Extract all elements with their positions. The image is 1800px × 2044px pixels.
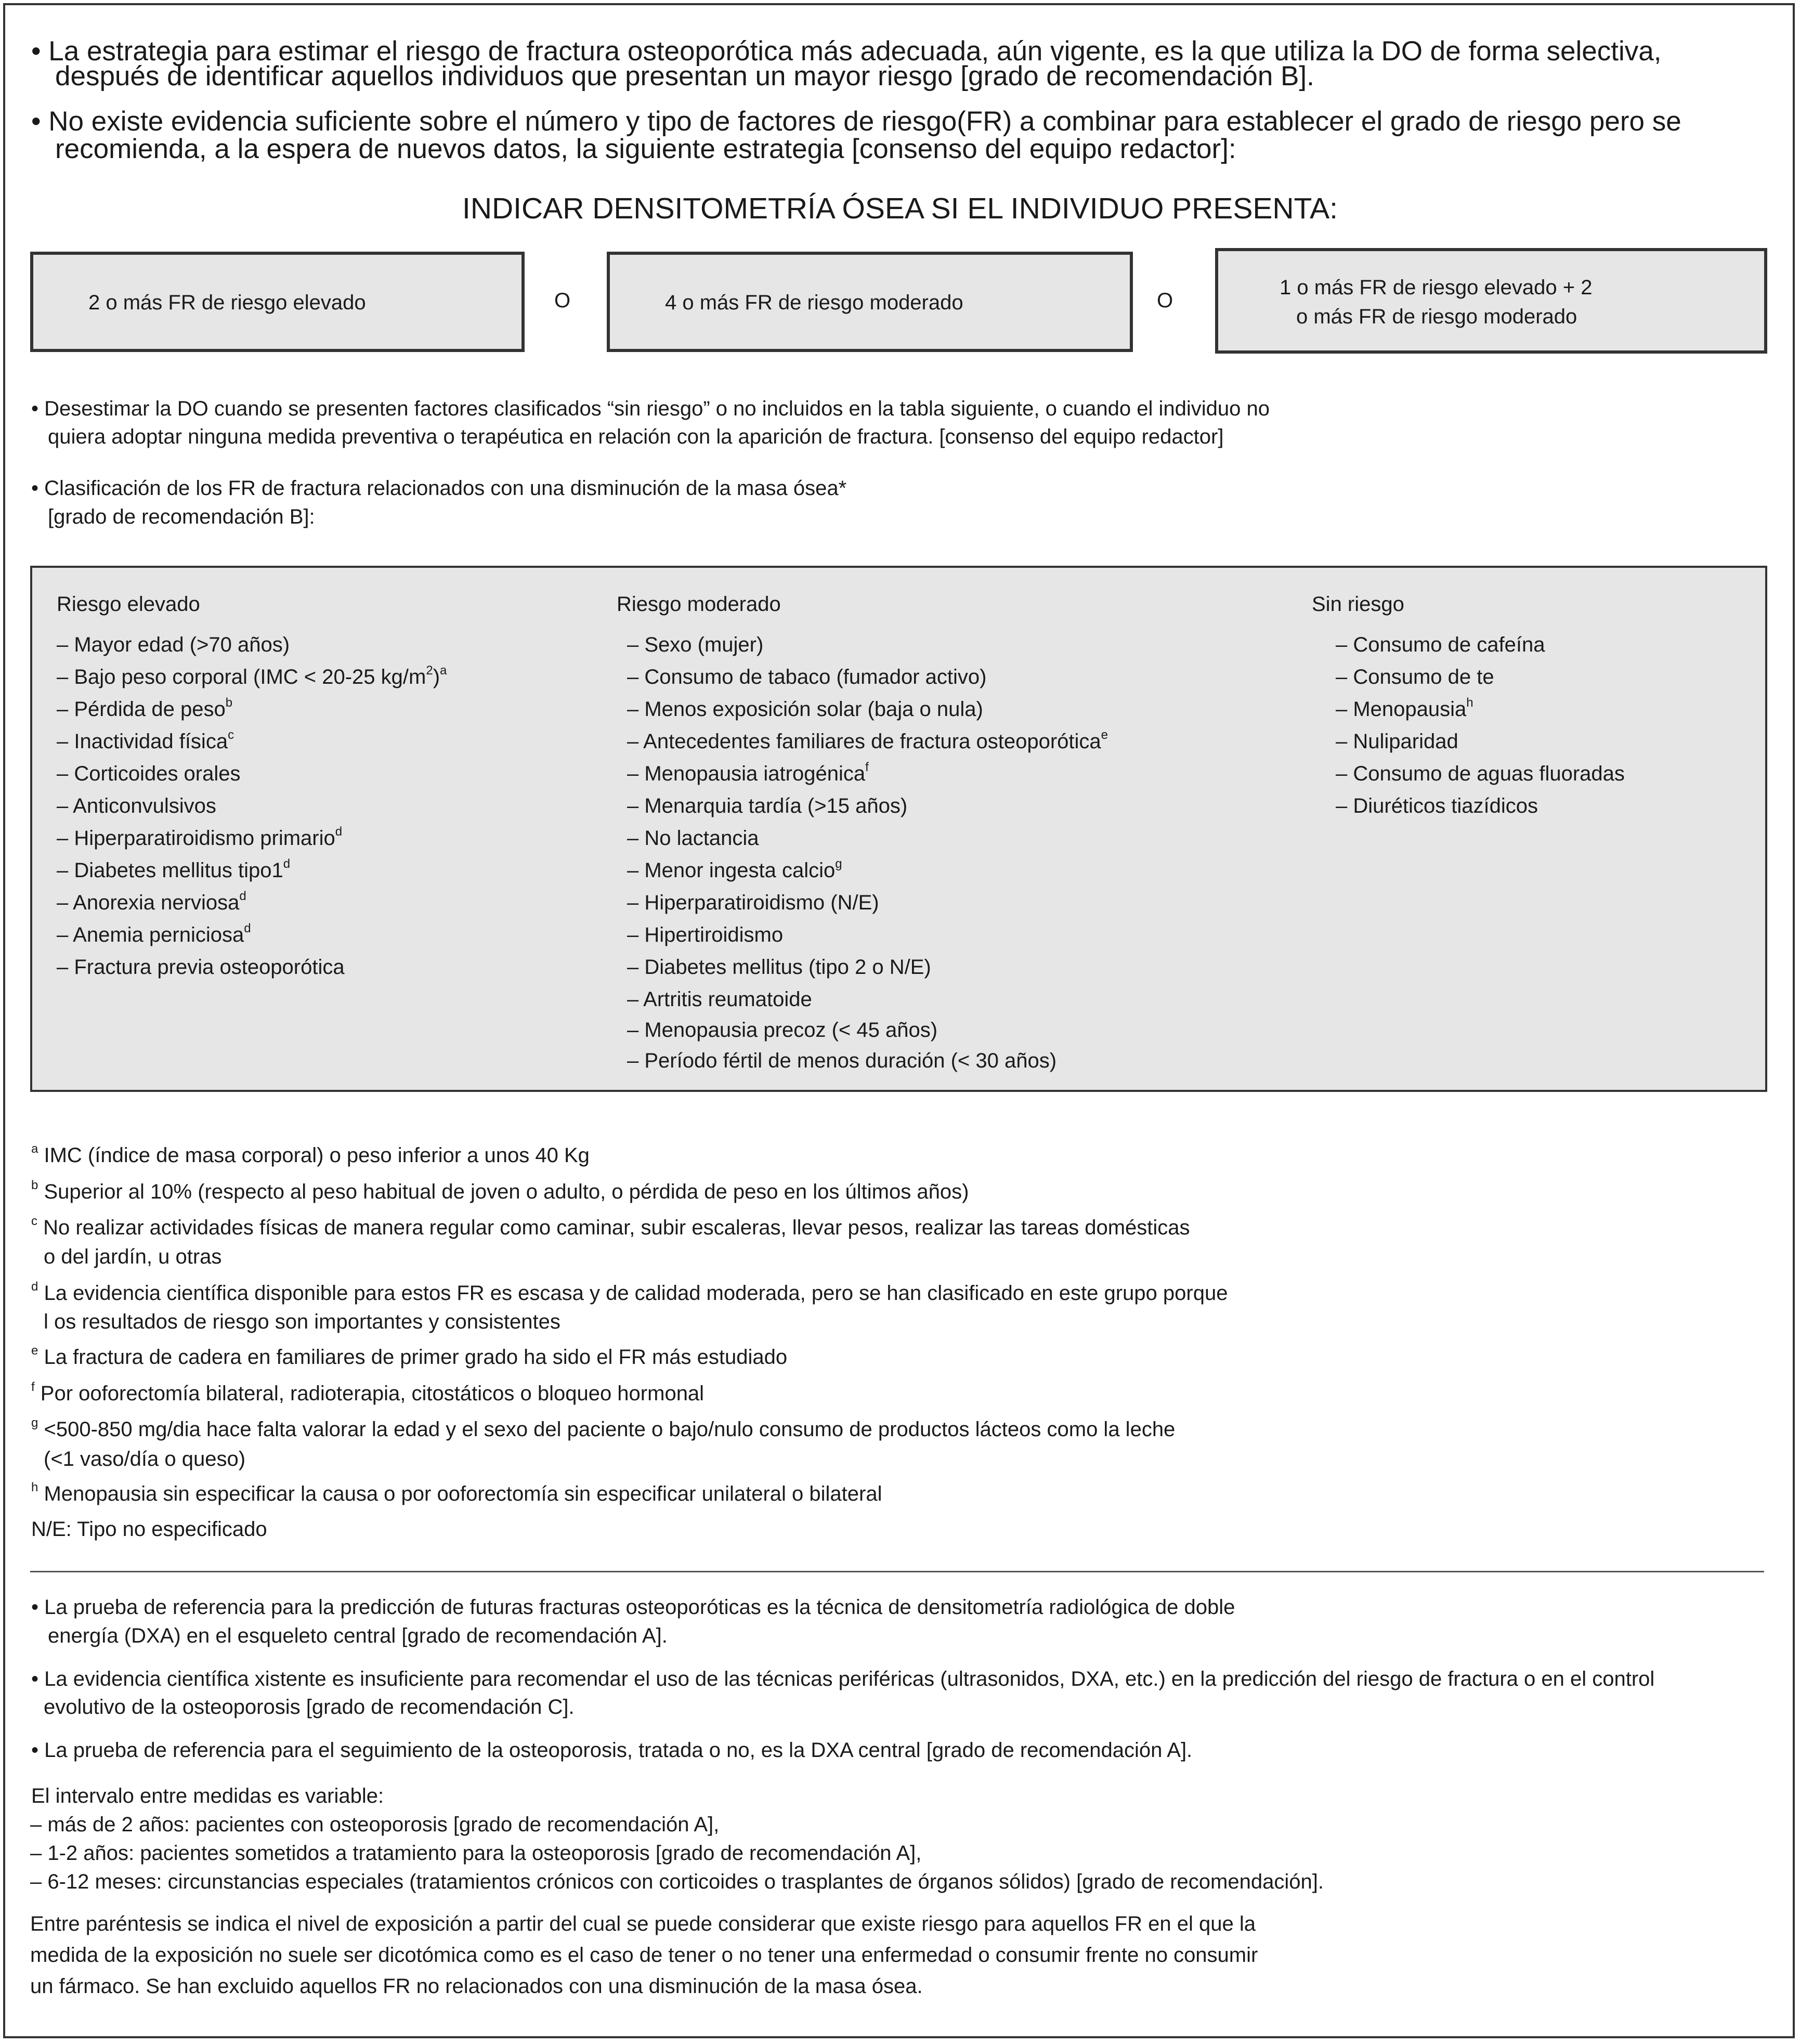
- bullet-dxa-reference-line1: • La prueba de referencia para la predicción de futuras fracturas osteoporóticas es la técnica de densitometría radiológica de doble: [31, 1596, 1235, 1619]
- bullet-evidence-line2: recomienda, a la espera de nuevos datos, la siguiente estrategia [consenso del equipo redactor]:: [55, 134, 1236, 164]
- footnote-f: $^f$ Por ooforectomía bilateral, radioterapia, citostáticos o bloqueo hormonal: [31, 1380, 705, 1405]
- footnote-d-line2: l os resultados de riesgo son importantes y consistentes: [44, 1310, 560, 1333]
- column-header-moderate: Riesgo moderado: [617, 593, 781, 616]
- list-item: – Nuliparidad: [1336, 730, 1458, 753]
- note-line3: un fármaco. Se han excluido aquellos FR no relacionados con una disminución de la masa ósea.: [30, 1975, 923, 1998]
- bullet-classification-line2: [grado de recomendación B]:: [48, 505, 315, 528]
- bullet-peripheral-line2: evolutivo de la osteoporosis [grado de recomendación C].: [44, 1696, 575, 1718]
- list-item: – Menopausia$^h$: [1336, 696, 1473, 721]
- footnote-c: $^c$ No realizar actividades físicas de manera regular como caminar, subir escaleras, llevar pesos, realizar las tareas domésticas: [31, 1214, 1190, 1239]
- list-item: – Sexo (mujer): [627, 633, 764, 656]
- footnote-g: $^g$ <500-850 mg/dia hace falta valorar la edad y el sexo del paciente o bajo/nulo consumo de productos lácteos como la leche: [31, 1416, 1176, 1441]
- interval-item-1: – más de 2 años: pacientes con osteoporosis [grado de recomendación A],: [30, 1813, 720, 1836]
- list-item: – Hiperparatiroidismo primario$^d$: [57, 825, 343, 850]
- list-item: – Antecedentes familiares de fractura osteoporótica$^e$: [627, 728, 1108, 753]
- list-item: – Diuréticos tiazídicos: [1336, 795, 1538, 817]
- footnote-ne: N/E: Tipo no especificado: [31, 1518, 267, 1541]
- list-item: – Hiperparatiroidismo (N/E): [627, 891, 879, 914]
- list-item: – Consumo de te: [1336, 666, 1494, 688]
- list-no-risk: [1336, 630, 1625, 821]
- list-item: – Menarquia tardía (>15 años): [627, 795, 908, 817]
- footnote-a: $^a$ IMC (índice de masa corporal) o peso inferior a unos 40 Kg: [31, 1142, 590, 1167]
- option-box-combined-line2: o más FR de riesgo moderado: [1296, 305, 1577, 328]
- list-item: – Fractura previa osteoporótica: [57, 956, 345, 979]
- list-item: – No lactancia: [627, 827, 759, 850]
- bullet-strategy-line2: después de identificar aquellos individuos que presentan un mayor riesgo [grado de recomendación B].: [55, 61, 1314, 92]
- list-item: – Menos exposición solar (baja o nula): [627, 698, 983, 721]
- option-box-moderate-label: 4 o más FR de riesgo moderado: [665, 291, 963, 314]
- list-item: – Diabetes mellitus tipo1$^d$: [57, 857, 291, 882]
- bullet-dismiss-line1: • Desestimar la DO cuando se presenten factores clasificados “sin riesgo” o no incluidos en la tabla siguiente, o cuando el individuo no: [31, 397, 1270, 420]
- risk-factor-table: [30, 566, 1767, 1092]
- list-item: – Corticoides orales: [57, 762, 241, 785]
- option-box-moderate: [607, 252, 1133, 352]
- list-item: – Anorexia nerviosa$^d$: [57, 889, 246, 914]
- footnote-d: $^d$ La evidencia científica disponible para estos FR es escasa y de calidad moderada, pero se han clasificado en este grupo porque: [31, 1280, 1228, 1305]
- list-item: – Diabetes mellitus (tipo 2 o N/E): [627, 956, 931, 979]
- bullet-peripheral-line1: • La evidencia científica xistente es insuficiente para recomendar el uso de las técnicas periféricas (ultrasonidos, DXA, etc.) en la predicción del riesgo de fractura o en el control: [31, 1668, 1655, 1690]
- bullet-dismiss-line2: quiera adoptar ninguna medida preventiva o terapéutica en relación con la aparición de fractura. [consenso del equipo redactor]: [48, 425, 1224, 448]
- bullet-evidence-line1: • No existe evidencia suficiente sobre el número y tipo de factores de riesgo(FR) a combinar para establecer el grado de riesgo pero se: [31, 106, 1681, 137]
- interval-item-2: – 1-2 años: pacientes sometidos a tratamiento para la osteoporosis [grado de recomendación A],: [30, 1842, 922, 1865]
- bullet-followup: • La prueba de referencia para el seguimiento de la osteoporosis, tratada o no, es la DXA central [grado de recomendación A].: [31, 1739, 1193, 1762]
- list-item: – Menor ingesta calcio$^g$: [627, 857, 842, 882]
- column-header-no-risk: Sin riesgo: [1312, 593, 1404, 616]
- bullet-dxa-reference-line2: energía (DXA) en el esqueleto central [grado de recomendación A].: [48, 1624, 668, 1647]
- list-item: – Menopausia precoz (< 45 años): [627, 1019, 938, 1041]
- or-separator-1: O: [554, 289, 571, 312]
- footnote-b: $^b$ Superior al 10% (respecto al peso habitual de joven o adulto, o pérdida de peso en los últimos años): [31, 1178, 969, 1203]
- or-separator-2: O: [1157, 289, 1173, 312]
- list-item: – Pérdida de peso$^b$: [57, 696, 233, 721]
- list-item: – Bajo peso corporal (IMC < 20-25 $kg/m^2)^a$: [57, 663, 447, 688]
- column-header-elevated: Riesgo elevado: [57, 593, 200, 616]
- bullet-classification-line1: • Clasificación de los FR de fractura relacionados con una disminución de la masa ósea*: [31, 477, 847, 500]
- list-item: – Inactividad física$^c$: [57, 728, 234, 753]
- footnote-g-line2: (<1 vaso/día o queso): [44, 1448, 246, 1470]
- list-item: – Período fértil de menos duración (< 30 años): [627, 1049, 1057, 1072]
- option-box-combined-line1: 1 o más FR de riesgo elevado + 2: [1280, 276, 1593, 299]
- interval-title: El intervalo entre medidas es variable:: [31, 1785, 384, 1807]
- footnote-c-line2: o del jardín, u otras: [44, 1245, 222, 1268]
- list-item: – Hipertiroidismo: [627, 923, 784, 946]
- list-item: – Menopausia iatrogénica$^f$: [627, 760, 869, 785]
- footnote-e: $^e$ La fractura de cadera en familiares de primer grado ha sido el FR más estudiado: [31, 1344, 788, 1369]
- list-elevated: [57, 630, 447, 982]
- interval-item-3: – 6-12 meses: circunstancias especiales (tratamientos crónicos con corticoides o trasplantes de órganos sólidos) [grado de recomendación].: [30, 1870, 1324, 1893]
- list-moderate: [627, 630, 1108, 1076]
- option-box-elevated: [30, 252, 525, 352]
- list-item: – Consumo de tabaco (fumador activo): [627, 666, 987, 688]
- list-item: – Anticonvulsivos: [57, 795, 216, 817]
- note-line2: medida de la exposición no suele ser dicotómica como es el caso de tener o no tener una enfermedad o consumir frente no consumir: [30, 1944, 1258, 1967]
- list-item: – Artritis reumatoide: [627, 988, 812, 1011]
- list-item: – Anemia perniciosa$^d$: [57, 921, 251, 946]
- divider: [30, 1571, 1764, 1572]
- list-item: – Mayor edad (>70 años): [57, 633, 290, 656]
- option-box-combined: [1215, 248, 1767, 354]
- list-item: – Consumo de cafeína: [1336, 633, 1545, 656]
- footnote-h: $^h$ Menopausia sin especificar la causa o por ooforectomía sin especificar unilateral o bilateral: [31, 1480, 882, 1505]
- list-item: – Consumo de aguas fluoradas: [1336, 762, 1625, 785]
- note-line1: Entre paréntesis se indica el nivel de exposición a partir del cual se puede considerar que existe riesgo para aquellos FR en el que la: [30, 1912, 1256, 1935]
- section-heading: INDICAR DENSITOMETRÍA ÓSEA SI EL INDIVIDUO PRESENTA:: [462, 192, 1338, 225]
- option-box-elevated-label: 2 o más FR de riesgo elevado: [88, 291, 366, 314]
- bullet-strategy-line1: • La estrategia para estimar el riesgo de fractura osteoporótica más adecuada, aún vigente, es la que utiliza la DO de forma selectiva,: [31, 36, 1662, 67]
